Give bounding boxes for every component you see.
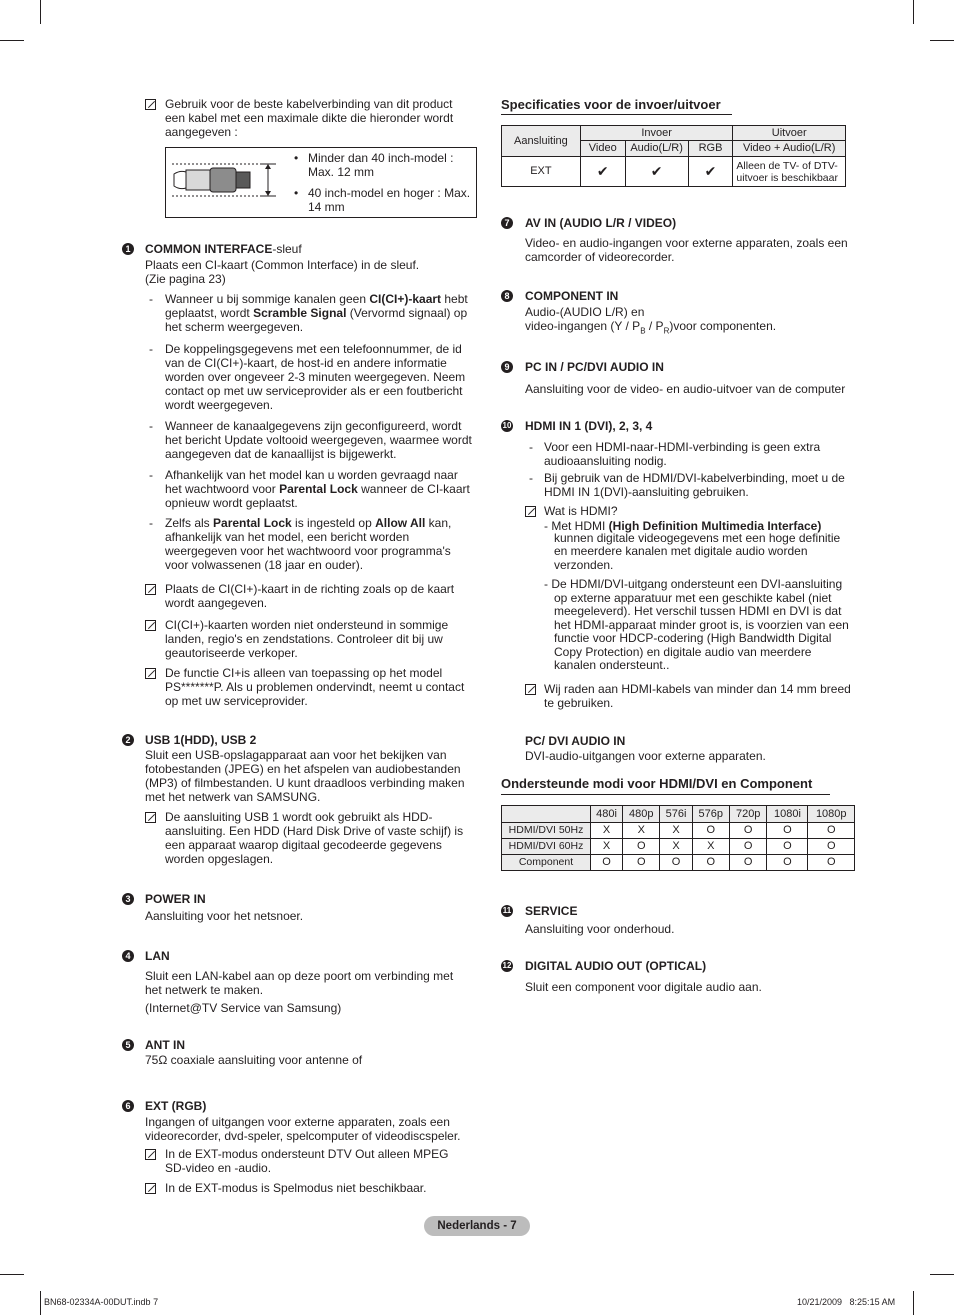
hdmi-what: Wat is HDMI?	[544, 504, 618, 518]
note-icon	[145, 812, 156, 823]
ext-note-1: In de EXT-modus ondersteunt DTV Out alleen MPEG SD-video en -audio.	[165, 1147, 449, 1175]
section-body: DVI-audio-uitgangen voor externe apparaten.	[525, 749, 766, 763]
text: (Vervormd signaal) op het scherm weergegeven.	[165, 306, 468, 334]
table-row	[502, 839, 855, 855]
modes-cell: O	[591, 855, 623, 871]
section-number: 10	[502, 421, 512, 430]
modes-table	[501, 805, 855, 871]
ci-note-2: CI(CI+)-kaarten worden niet ondersteund in sommige landen, regio's en zendstations. Controleer dit bij uw geautoriseerde verkoper.	[165, 618, 449, 660]
check-icon: ✔	[625, 157, 688, 187]
check-icon: ✔	[688, 157, 733, 187]
section-body: (Internet@TV Service van Samsung)	[145, 1001, 342, 1015]
crop-mark	[930, 40, 954, 41]
text-bold: CI(CI+)-kaart	[369, 292, 442, 306]
text: video-ingangen (Y / P	[525, 319, 641, 333]
section-body: 75Ω coaxiale aansluiting voor antenne of	[145, 1053, 363, 1067]
note-icon	[525, 684, 536, 695]
usb-note: De aansluiting USB 1 wordt ook gebruikt als HDD-aansluiting. Een HDD (Hard Disk Drive of vaste schijf) is een apparaat waarop digitaal gecodeerde gegevens worden opgeslagen.	[165, 810, 464, 866]
ext-note-2: In de EXT-modus is Spelmodus niet beschikbaar.	[165, 1181, 427, 1195]
ci-point-2: De koppelingsgegevens met een telefoonnummer, de id van de CI(CI+)-kaart, de host-id en andere informatie worden over ongeveer 2-3 minuten weergegeven. Neem contact op met uw serviceprovider als er een foutbericht wordt weergegeven.	[165, 342, 466, 412]
hdmi-what-2	[544, 578, 856, 673]
modes-title: Ondersteunde modi voor HDMI/DVI en Component	[501, 776, 813, 791]
modes-cell: X	[660, 839, 692, 855]
text-bold: Parental Lock	[213, 516, 292, 530]
section-body: Aansluiting voor de video- en audio-uitvoer van de computer	[525, 382, 846, 396]
cable-bullet-1: Minder dan 40 inch-model : Max. 12 mm	[308, 151, 454, 179]
modes-col-header: 720p	[729, 806, 766, 823]
modes-cell: O	[767, 823, 808, 839]
modes-col-header: 480i	[591, 806, 623, 823]
spec-header-audio: Audio(L/R)	[625, 141, 688, 157]
section-title: AV IN (AUDIO L/R / VIDEO)	[525, 216, 677, 230]
section-body	[525, 319, 776, 338]
section-body: Plaats een CI-kaart (Common Interface) in de sleuf. (Zie pagina 23)	[145, 258, 420, 286]
cable-thickness-box	[165, 147, 477, 218]
hdmi-note: Wij raden aan HDMI-kabels van minder dan 14 mm breed te gebruiken.	[544, 682, 851, 710]
text-bold: Scramble Signal	[253, 306, 347, 320]
cable-plug-icon	[172, 160, 282, 200]
crop-mark	[913, 0, 914, 24]
section-number: 9	[501, 361, 513, 373]
modes-corner	[502, 806, 591, 823]
spec-header-invoer: Invoer	[580, 126, 733, 141]
modes-cell: O	[623, 839, 660, 855]
footer-file: BN68-02334A-00DUT.indb 7	[44, 1297, 159, 1307]
modes-col-header: 576p	[692, 806, 729, 823]
table-row	[502, 823, 855, 839]
section-body: Aansluiting voor het netsnoer.	[145, 909, 304, 923]
modes-cell: O	[692, 823, 729, 839]
dash: -	[149, 419, 153, 433]
note-icon	[145, 1149, 156, 1160]
cable-bullet-2: 40 inch-model en hoger : Max. 14 mm	[308, 186, 471, 214]
section-title: DIGITAL AUDIO OUT (OPTICAL)	[525, 959, 707, 973]
text-bold: (High Definition Multimedia Interface)	[608, 519, 822, 533]
section-title-rest: -sleuf	[272, 242, 302, 256]
text: Afhankelijk van het model kan u worden gevraagd naar het wachtwoord voor	[165, 468, 458, 496]
text: - De HDMI/DVI-uitgang ondersteunt een DVI-aansluiting op externe apparatuur met een geschikte kabel (niet meegeleverd). Het verschil tussen HDMI en DVI is dat het HDMI-apparaat minder groot is, is voorzien van een functie voor HDCP-codering (High Bandwidth Digital Copy Protection) en digitale audio van meerdere kanalen ondersteunt..	[544, 577, 849, 672]
section-title: HDMI IN 1 (DVI), 2, 3, 4	[525, 419, 653, 433]
hdmi-point-2: Bij gebruik van de HDMI/DVI-kabelverbinding, moet u de HDMI IN 1(DVI)-aansluiting gebruiken.	[544, 471, 845, 499]
page-number-badge: Nederlands - 7	[424, 1216, 530, 1236]
spec-header-rgb: RGB	[688, 141, 733, 157]
section-title	[145, 242, 302, 256]
section-body: Sluit een LAN-kabel aan op deze poort om verbinding met het netwerk te maken.	[145, 969, 454, 997]
text-bold: Parental Lock	[279, 482, 358, 496]
crop-mark	[40, 0, 41, 24]
spec-ext-output: Alleen de TV- of DTV-uitvoer is beschikbaar	[733, 157, 846, 187]
hdmi-what-1-cont: kunnen digitale videogegevens met een hoge definitie en meerdere kanalen met digitale audio worden verzonden.	[554, 531, 841, 572]
text: hebt geplaatst, wordt	[165, 292, 468, 320]
crop-mark	[0, 1274, 24, 1275]
section-number: 11	[502, 906, 512, 915]
hdmi-point-1: Voor een HDMI-naar-HDMI-verbinding is geen extra audioaansluiting nodig.	[544, 440, 821, 468]
title-underline	[501, 114, 732, 115]
dash: -	[149, 292, 153, 306]
modes-cell: O	[623, 855, 660, 871]
section-title: EXT (RGB)	[145, 1099, 207, 1113]
section-number: 1	[122, 243, 134, 255]
text: wanneer de CI-kaart opnieuw wordt geplaatst.	[165, 482, 470, 510]
modes-cell: O	[767, 855, 808, 871]
ci-point-5	[165, 516, 465, 572]
crop-mark	[930, 1274, 954, 1275]
section-number: 12	[502, 961, 512, 970]
modes-row-label: HDMI/DVI 60Hz	[502, 839, 591, 855]
section-body: Ingangen of uitgangen voor externe apparaten, zoals een videorecorder, dvd-speler, spelcomputer of videodiscspeler.	[145, 1115, 461, 1143]
ci-point-3: Wanneer de kanaalgegevens zijn geconfigureerd, wordt het bericht Update voltooid weergegeven, waarmee wordt aangegeven dat de kanaallijst is bijgewerkt.	[165, 419, 472, 461]
section-title-bold: COMMON INTERFACE	[145, 242, 273, 256]
modes-cell: O	[729, 823, 766, 839]
section-body: Aansluiting voor onderhoud.	[525, 922, 675, 936]
section-body: Sluit een component voor digitale audio aan.	[525, 980, 762, 994]
cable-note-text: Gebruik voor de beste kabelverbinding van dit product een kabel met een maximale dikte die hieronder wordt aangegeven :	[165, 97, 454, 139]
modes-col-header: 480p	[623, 806, 660, 823]
ci-point-4	[165, 468, 477, 510]
spec-header-video-audio: Video + Audio(L/R)	[733, 141, 846, 157]
note-icon	[145, 584, 156, 595]
note-icon	[145, 620, 156, 631]
modes-cell: O	[660, 855, 692, 871]
dash: -	[149, 342, 153, 356]
crop-mark	[40, 1291, 41, 1315]
modes-cell: O	[692, 855, 729, 871]
spec-title: Specificaties voor de invoer/uitvoer	[501, 97, 721, 112]
spec-header-uitvoer: Uitvoer	[733, 126, 846, 141]
spec-table	[501, 125, 846, 187]
ci-note-3: De functie CI+is alleen van toepassing op het model PS*******P. Als u problemen ondervindt, neemt u contact op met uw serviceprovider.	[165, 666, 465, 708]
ci-note-1: Plaats de CI(CI+)-kaart in de richting zoals op de kaart wordt aangegeven.	[165, 582, 455, 610]
modes-col-header: 1080i	[767, 806, 808, 823]
section-title: COMPONENT IN	[525, 289, 619, 303]
note-icon	[145, 99, 156, 110]
section-number: 3	[122, 893, 134, 905]
modes-cell: O	[729, 855, 766, 871]
text: / P	[645, 319, 664, 333]
section-title: LAN	[145, 949, 170, 963]
section-title: PC IN / PC/DVI AUDIO IN	[525, 360, 664, 374]
modes-col-header: 1080p	[808, 806, 855, 823]
bullet: •	[294, 186, 299, 200]
bullet: •	[294, 151, 299, 165]
subsection-title: PC/ DVI AUDIO IN	[525, 734, 626, 748]
modes-row-label: HDMI/DVI 50Hz	[502, 823, 591, 839]
note-icon	[525, 506, 536, 517]
modes-cell: O	[808, 823, 855, 839]
modes-cell: X	[692, 839, 729, 855]
modes-cell: O	[808, 855, 855, 871]
section-body: Sluit een USB-opslagapparaat aan voor het bekijken van fotobestanden (JPEG) en het afspelen van audiobestanden (MP3) of filmbestanden. U kunt draadloos verbinding maken met het netwerk van SAMSUNG.	[145, 748, 465, 804]
modes-cell: X	[660, 823, 692, 839]
text: - Met HDMI	[544, 519, 609, 533]
section-title: SERVICE	[525, 904, 578, 918]
title-underline	[501, 794, 830, 795]
modes-row-label: Component	[502, 855, 591, 871]
crop-mark	[913, 1291, 914, 1315]
section-number: 5	[122, 1039, 134, 1051]
dash: -	[529, 471, 533, 485]
section-number: 8	[501, 290, 513, 302]
section-number: 2	[122, 734, 134, 746]
section-title: ANT IN	[145, 1038, 185, 1052]
section-number: 4	[122, 950, 134, 962]
crop-mark	[0, 40, 24, 41]
dash: -	[149, 468, 153, 482]
modes-cell: X	[623, 823, 660, 839]
text: )voor componenten.	[669, 319, 777, 333]
ci-point-1	[165, 292, 477, 334]
modes-cell: X	[591, 839, 623, 855]
modes-col-header: 576i	[660, 806, 692, 823]
dash: -	[149, 516, 153, 530]
section-title: USB 1(HDD), USB 2	[145, 733, 257, 747]
table-row	[502, 855, 855, 871]
section-title: POWER IN	[145, 892, 206, 906]
section-body: Audio-(AUDIO L/R) en	[525, 305, 645, 319]
modes-cell: O	[729, 839, 766, 855]
text: is ingesteld op	[291, 516, 376, 530]
note-icon	[145, 668, 156, 679]
footer-datetime: 10/21/2009 8:25:15 AM	[797, 1297, 896, 1307]
text: Wanneer u bij sommige kanalen geen	[165, 292, 370, 306]
section-number: 7	[501, 217, 513, 229]
spec-header-aansluiting: Aansluiting	[502, 126, 581, 157]
check-icon: ✔	[580, 157, 625, 187]
text-bold: Allow All	[375, 516, 426, 530]
text: kan, afhankelijk van het model, een bericht worden weergegeven voor het wachtwoord voor programma's voor volwassenen (18 jaar en ouder).	[165, 516, 452, 572]
modes-cell: O	[808, 839, 855, 855]
section-number: 6	[122, 1100, 134, 1112]
section-body: Video- en audio-ingangen voor externe apparaten, zoals een camcorder of videorecorder.	[525, 236, 848, 264]
spec-row-label: EXT	[502, 157, 581, 187]
spec-header-video: Video	[580, 141, 625, 157]
dash: -	[529, 440, 533, 454]
text: Zelfs als	[165, 516, 214, 530]
modes-cell: O	[767, 839, 808, 855]
subscript: R	[663, 326, 670, 336]
note-icon	[145, 1183, 156, 1194]
subscript: B	[640, 326, 646, 336]
modes-cell: X	[591, 823, 623, 839]
